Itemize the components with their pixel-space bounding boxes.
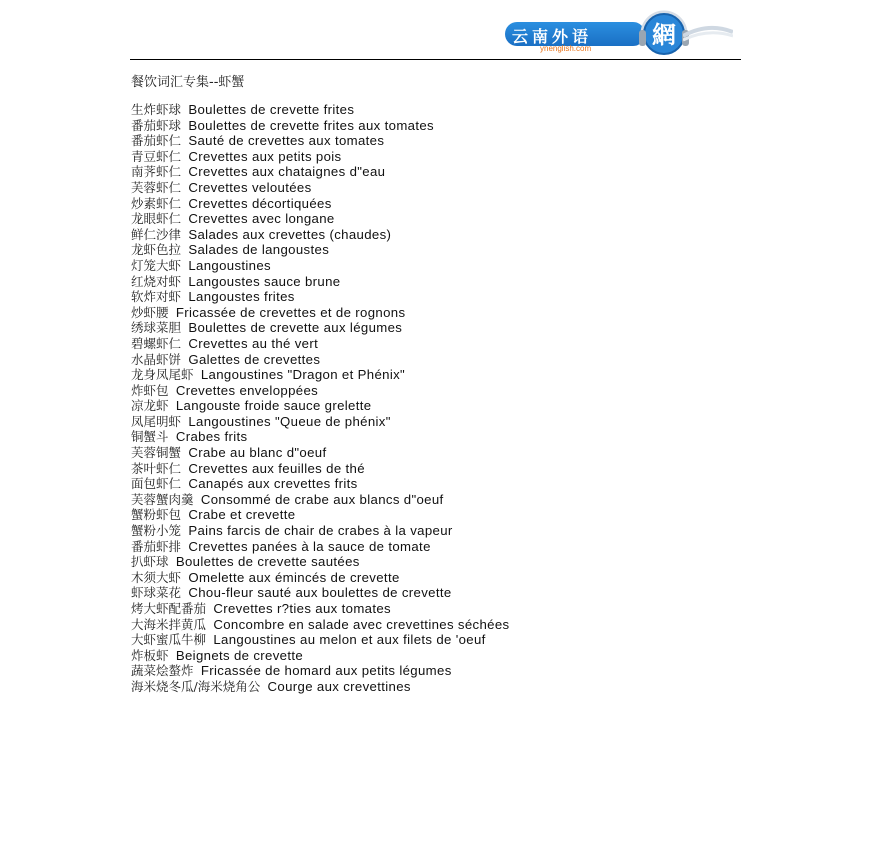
chinese-term: 绣球菜胆 (131, 320, 182, 336)
vocab-entry (131, 429, 561, 445)
french-term: Crevettes panées à la sauce de tomate (188, 538, 431, 554)
vocab-entry (131, 227, 561, 243)
french-term: Fricassée de homard aux petits légumes (200, 663, 452, 679)
header-divider (130, 59, 741, 60)
vocabulary-list (131, 102, 561, 695)
chinese-term: 炒素虾仁 (131, 195, 182, 211)
chinese-term: 芙蓉蟹肉羹 (131, 491, 194, 507)
chinese-term: 铜蟹斗 (131, 429, 169, 445)
vocab-entry (131, 679, 561, 695)
vocab-entry (131, 414, 561, 430)
french-term: Langouste froide sauce grelette (175, 398, 372, 414)
chinese-term: 茶叶虾仁 (131, 460, 182, 476)
vocab-entry (131, 523, 561, 539)
chinese-term: 蟹粉小笼 (131, 523, 182, 539)
chinese-term: 烤大虾配番茄 (131, 601, 207, 616)
chinese-term: 凉龙虾 (131, 398, 169, 414)
french-term: Chou-fleur sauté aux boulettes de crevette (188, 585, 452, 601)
french-term: Crevettes au thé vert (188, 335, 319, 351)
french-term: Crevettes enveloppées (175, 382, 319, 398)
chinese-term: 番茄虾排 (131, 538, 182, 554)
chinese-term: 红烧对虾 (131, 273, 182, 289)
chinese-term: 生炸虾球 (131, 102, 182, 117)
vocab-entry (131, 242, 561, 258)
chinese-term: 海米烧冬瓜/海米烧角公 (131, 678, 261, 694)
french-term: Galettes de crevettes (188, 351, 321, 367)
vocab-entry (131, 539, 561, 555)
chinese-term: 水晶虾饼 (131, 351, 182, 367)
vocab-entry (131, 367, 561, 383)
french-term: Boulettes de crevette aux légumes (188, 320, 403, 336)
vocab-entry (131, 648, 561, 664)
french-term: Sauté de crevettes aux tomates (188, 133, 385, 149)
chinese-term: 虾球菜花 (131, 585, 182, 601)
french-term: Crevettes aux feuilles de thé (188, 460, 365, 476)
chinese-term: 番茄虾球 (131, 117, 182, 133)
vocab-entry (131, 274, 561, 290)
chinese-term: 芙蓉铜蟹 (131, 445, 182, 461)
vocab-entry (131, 461, 561, 477)
chinese-term: 青豆虾仁 (131, 148, 182, 164)
french-term: Courge aux crevettines (267, 678, 411, 694)
vocab-entry (131, 398, 561, 414)
vocab-entry (131, 585, 561, 601)
vocab-entry (131, 102, 561, 118)
vocab-entry (131, 617, 561, 633)
vocab-entry (131, 320, 561, 336)
french-term: Langoustines "Queue de phénix" (188, 413, 391, 429)
vocab-entry (131, 305, 561, 321)
french-term: Omelette aux émincés de crevette (188, 569, 400, 585)
logo-text: 云南外语 (512, 27, 593, 46)
french-term: Langoustes frites (188, 289, 295, 305)
site-logo[interactable] (500, 4, 735, 58)
vocab-entry (131, 180, 561, 196)
chinese-term: 龙眼虾仁 (131, 211, 182, 227)
chinese-term: 凤尾明虾 (131, 413, 182, 429)
vocab-entry (131, 196, 561, 212)
chinese-term: 蟹粉虾包 (131, 507, 182, 523)
chinese-term: 炸虾包 (131, 382, 169, 398)
vocab-entry (131, 352, 561, 368)
chinese-term: 芙蓉虾仁 (131, 179, 182, 195)
chinese-term: 扒虾球 (131, 554, 169, 570)
vocab-entry (131, 336, 561, 352)
vocab-entry (131, 118, 561, 134)
chinese-term: 炒虾腰 (131, 304, 169, 320)
vocab-entry (131, 570, 561, 586)
chinese-term: 大海米拌黄瓜 (131, 616, 207, 632)
french-term: Langoustines au melon et aux filets de 'oeuf (213, 632, 486, 648)
logo-url: ynenglish.com (540, 44, 592, 53)
french-term: Crabe et crevette (188, 507, 296, 523)
french-term: Crevettes décortiquées (188, 195, 332, 211)
french-term: Crevettes r?ties aux tomates (213, 601, 391, 616)
vocab-entry (131, 149, 561, 165)
french-term: Consommé de crabe aux blancs d"oeuf (200, 491, 444, 507)
french-term: Boulettes de crevette frites (188, 102, 355, 117)
chinese-term: 龙虾色拉 (131, 242, 182, 258)
vocab-entry (131, 601, 561, 617)
chinese-term: 面包虾仁 (131, 476, 182, 492)
french-term: Langoustines "Dragon et Phénix" (200, 367, 406, 383)
french-term: Boulettes de crevette frites aux tomates (188, 117, 434, 133)
french-term: Beignets de crevette (175, 647, 304, 663)
chinese-term: 大虾蜜瓜牛柳 (131, 632, 207, 648)
vocab-entry (131, 492, 561, 508)
french-term: Canapés aux crevettes frits (188, 476, 358, 492)
chinese-term: 番茄虾仁 (131, 133, 182, 149)
chinese-term: 木须大虾 (131, 569, 182, 585)
french-term: Pains farcis de chair de crabes à la vapeur (188, 523, 453, 539)
french-term: Langoustines (188, 257, 271, 273)
chinese-term: 蔬菜烩螯炸 (131, 663, 194, 679)
vocab-entry (131, 133, 561, 149)
vocab-entry (131, 383, 561, 399)
vocab-entry (131, 258, 561, 274)
french-term: Crevettes aux petits pois (188, 148, 342, 164)
logo-emblem-char: 網 (652, 21, 676, 49)
chinese-term: 南荠虾仁 (131, 164, 182, 180)
chinese-term: 软炸对虾 (131, 289, 182, 305)
french-term: Langoustes sauce brune (188, 273, 341, 289)
vocab-entry (131, 632, 561, 648)
document-title: 餐饮词汇专集--虾蟹 (131, 75, 245, 90)
french-term: Crevettes veloutées (188, 179, 312, 195)
french-term: Boulettes de crevette sautées (175, 554, 360, 570)
logo-swoosh-graphic (683, 22, 733, 46)
vocab-entry (131, 211, 561, 227)
chinese-term: 龙身凤尾虾 (131, 367, 194, 383)
vocab-entry (131, 663, 561, 679)
chinese-term: 碧螺虾仁 (131, 335, 182, 351)
french-term: Crabe au blanc d"oeuf (188, 445, 327, 461)
vocab-entry (131, 554, 561, 570)
french-term: Fricassée de crevettes et de rognons (175, 304, 406, 320)
vocab-entry (131, 164, 561, 180)
french-term: Crabes frits (175, 429, 248, 445)
french-term: Salades aux crevettes (chaudes) (188, 226, 392, 242)
vocab-entry (131, 445, 561, 461)
french-term: Salades de langoustes (188, 242, 330, 258)
chinese-term: 炸板虾 (131, 647, 169, 663)
vocab-entry (131, 507, 561, 523)
vocab-entry (131, 476, 561, 492)
vocab-entry (131, 289, 561, 305)
chinese-term: 鲜仁沙律 (131, 226, 182, 242)
french-term: Crevettes aux chataignes d"eau (188, 164, 386, 180)
chinese-term: 灯笼大虾 (131, 257, 182, 273)
french-term: Concombre en salade avec crevettines séchées (213, 616, 510, 632)
french-term: Crevettes avec longane (188, 211, 335, 227)
